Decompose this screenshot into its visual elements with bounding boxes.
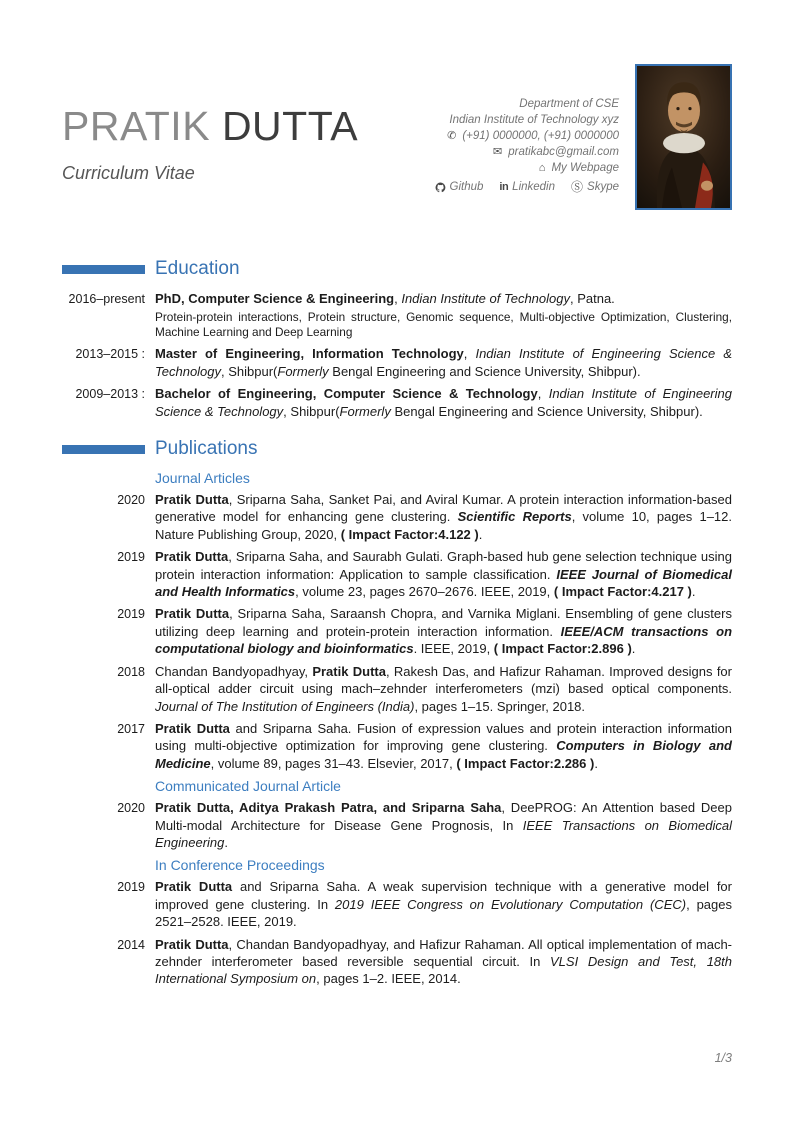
text-segment: ( Impact Factor:4.122 ) [340,526,479,542]
publication-subsection-heading [62,470,732,487]
entry-text [155,385,732,420]
cv-entry [62,491,732,543]
text-segment: , volume 10, pages 1–12. Nature Publishing Group, 2020, [155,509,732,542]
text-segment: Pratik Dutta [155,606,230,622]
text-segment: , [394,291,402,306]
publication-subsection-heading [62,778,732,795]
text-segment: . [224,834,229,850]
cv-entry [62,385,732,420]
profile-photo [635,64,732,210]
text-segment: Bachelor of Engineering, Computer Science & Technology [155,386,538,402]
phone-number: (+91) 0000000, (+91) 0000000 [462,130,619,142]
text-segment: . [691,584,696,600]
text-segment: PhD, Computer Science & Engineering [155,291,395,306]
text-segment: IEEE Journal of Biomedical and Health Informatics [155,566,732,600]
cv-entry [62,290,732,340]
text-segment: Indian Institute of Technology [401,291,570,306]
email-icon: ✉ [493,146,503,158]
text-segment: and Sriparna Saha. Fusion of expression values and protein interaction information using multi-objective optimization for improving gene clustering. [155,720,732,754]
cv-header [0,0,794,210]
entry-date: 2020 [117,493,145,508]
cv-entry [62,663,732,715]
publications-section-title: Publications [155,438,258,460]
text-segment: VLSI Design and Test, 18th International Symposium on [155,953,733,987]
text-segment: . [594,755,598,771]
publications-section-bar [62,445,145,454]
entry-text [155,936,732,988]
first-name: PRATIK [62,103,211,149]
text-segment: , pages 1–15. Springer, 2018. [414,698,586,714]
portrait-image [637,66,730,208]
text-segment: Scientific Reports [457,509,572,525]
entry-date: 2019 [117,880,145,895]
skype-label: Skype [587,181,619,193]
entry-text [155,345,732,380]
entry-date: 2013–2015 : [75,347,145,362]
text-segment: IEEE Transactions on Biomedical Engineering [155,817,732,850]
text-segment: , [463,346,476,362]
entry-text [155,290,732,340]
page-number: 1/3 [714,1051,732,1065]
entry-date: 2019 [117,550,145,565]
text-segment: ( Impact Factor:2.896 ) [493,641,632,657]
cv-entry [62,345,732,380]
text-segment: Master of Engineering, Information Technology [155,346,464,362]
text-segment: Bengal Engineering and Science University, Shibpur). [328,363,641,379]
subsection-hint [62,470,145,487]
cv-entry [62,548,732,600]
text-segment: , pages 1–2. IEEE, 2014. [316,971,461,987]
github-icon [435,182,446,193]
text-segment: , volume 89, pages 31–43. Elsevier, 2017, [210,755,457,771]
text-segment: , Patna. [569,291,615,306]
github-link[interactable] [435,179,484,195]
publications-entries [62,470,732,988]
cv-entry [62,605,732,657]
entry-date: 2016–present [68,292,145,306]
text-segment: Pratik Dutta [312,663,386,679]
github-label: Github [449,181,484,193]
last-name: DUTTA [221,103,359,149]
cv-body [0,258,794,988]
entry-date: 2014 [117,937,145,952]
email-link[interactable]: pratikabc@gmail.com [508,146,619,158]
education-entries [62,290,732,420]
text-segment: , Shibpur( [283,403,340,419]
email-line [435,144,620,160]
phone-line [435,128,620,144]
text-segment: Computers in Biology and Medicine [155,738,732,771]
name-block [62,103,435,184]
institute-text: Indian Institute of Technology xyz [449,114,619,126]
text-segment: , volume 23, pages 2670–2676. IEEE, 2019, [295,584,554,600]
skype-icon: Ⓢ [571,180,584,194]
text-segment: , Sriparna Saha, Saraansh Chopra, and Varnika Miglani. Ensembling of gene clusters utilizing deep learning and protein-protein interaction information. [155,606,732,639]
text-segment: Pratik Dutta [155,879,233,895]
text-segment: ( Impact Factor:2.286 ) [456,755,595,771]
entry-date: 2018 [117,664,145,679]
publications-header [62,438,732,460]
contact-block [435,96,620,195]
section-publications [62,438,732,988]
text-segment: Pratik Dutta [155,492,229,508]
subsection-title: Journal Articles [155,470,250,487]
cv-entry [62,878,732,930]
entry-text [155,548,732,600]
text-segment: , Sriparna Saha, Sanket Pai, and Aviral Kumar. A protein interaction information-based generative model for enhancing gene clustering. [155,492,732,525]
text-segment: , Sriparna Saha, and Saurabh Gulati. Graph-based hub gene selection technique using protein interaction information: Application to sample classification. [155,549,732,582]
text-segment: . IEEE, 2019, [413,641,494,657]
entry-date: 2009–2013 : [75,387,145,402]
education-header [62,258,732,280]
education-section-title: Education [155,258,240,279]
text-segment: Pratik Dutta [155,720,230,736]
subsection-title: Communicated Journal Article [155,778,341,795]
text-segment: Indian Institute of Engineering Science & Technology [155,346,732,379]
entry-date: 2020 [117,801,145,816]
text-segment: , [537,386,549,402]
text-segment: Chandan Bandyopadhyay, [155,663,313,679]
entry-date: 2019 [117,607,145,622]
text-segment: Formerly [277,363,329,379]
cv-entry [62,936,732,988]
text-segment: . [631,641,636,657]
webpage-icon: ⌂ [538,162,546,174]
text-segment: Pratik Dutta, Aditya Prakash Patra, and Sriparna Saha [155,800,502,816]
text-segment: IEEE/ACM transactions on computational biology and bioinformatics [155,623,733,657]
entry-text [155,663,732,715]
entry-text [155,799,732,851]
text-segment: Pratik Dutta [155,936,229,952]
text-segment: , Rakesh Das, and Hafizur Rahaman. Improved designs for all-optical adder circuit using mach–zehnder interferometers (mzi) based optical components. [155,663,732,697]
entry-text [155,720,732,772]
department-line [435,96,620,112]
cv-entry [62,720,732,772]
entry-text [155,878,732,930]
social-links [435,179,620,195]
text-segment: , Shibpur( [221,363,278,379]
text-segment: , Chandan Bandyopadhyay, and Hafizur Rahaman. All optical implementation of mach-zehnder interferometer based reversible sequential circuit. In [155,936,732,969]
text-segment: 2019 IEEE Congress on Evolutionary Computation (CEC) [334,896,687,912]
text-segment: , DeePROG: An Attention based Deep Multi-modal Architecture for Disease Gene Prognosis, In [155,800,732,833]
linkedin-icon: in [499,181,509,193]
institute-line [435,112,620,128]
text-segment: ( Impact Factor:4.217 ) [553,584,692,600]
text-segment: Formerly [339,403,391,419]
text-segment: Journal of The Institution of Engineers (India) [155,698,415,714]
text-segment: . [478,526,483,542]
entry-note: Protein-protein interactions, Protein structure, Genomic sequence, Multi-objective Optimization, Clustering, Machine Learning and Deep Learning [155,310,732,340]
webpage-link[interactable]: My Webpage [551,162,619,174]
section-education [62,258,732,420]
department-text: Department of CSE [519,98,619,110]
publication-subsection-heading [62,857,732,874]
phone-icon: ✆ [447,130,457,142]
text-segment: Indian Institute of Engineering Science & Technology [155,386,732,419]
linkedin-label: Linkedin [512,181,556,193]
person-name [62,103,435,149]
subsection-title: In Conference Proceedings [155,857,325,874]
skype-link[interactable] [571,179,619,195]
text-segment: Pratik Dutta [155,549,229,565]
entry-text [155,605,732,657]
text-segment: , pages 2521–2528. IEEE, 2019. [155,896,732,930]
subsection-hint [62,778,145,795]
education-section-bar [62,265,145,274]
linkedin-link[interactable] [499,179,555,195]
entry-text [155,491,732,543]
cv-entry [62,799,732,851]
text-segment: Bengal Engineering and Science University, Shibpur). [390,403,703,419]
subsection-hint [62,857,145,874]
entry-date: 2017 [117,721,145,736]
cv-subtitle: Curriculum Vitae [62,163,195,183]
webpage-line [435,160,620,176]
text-segment: and Sriparna Saha. A weak supervision technique with a generative model for improved gene clustering. In [155,879,732,912]
